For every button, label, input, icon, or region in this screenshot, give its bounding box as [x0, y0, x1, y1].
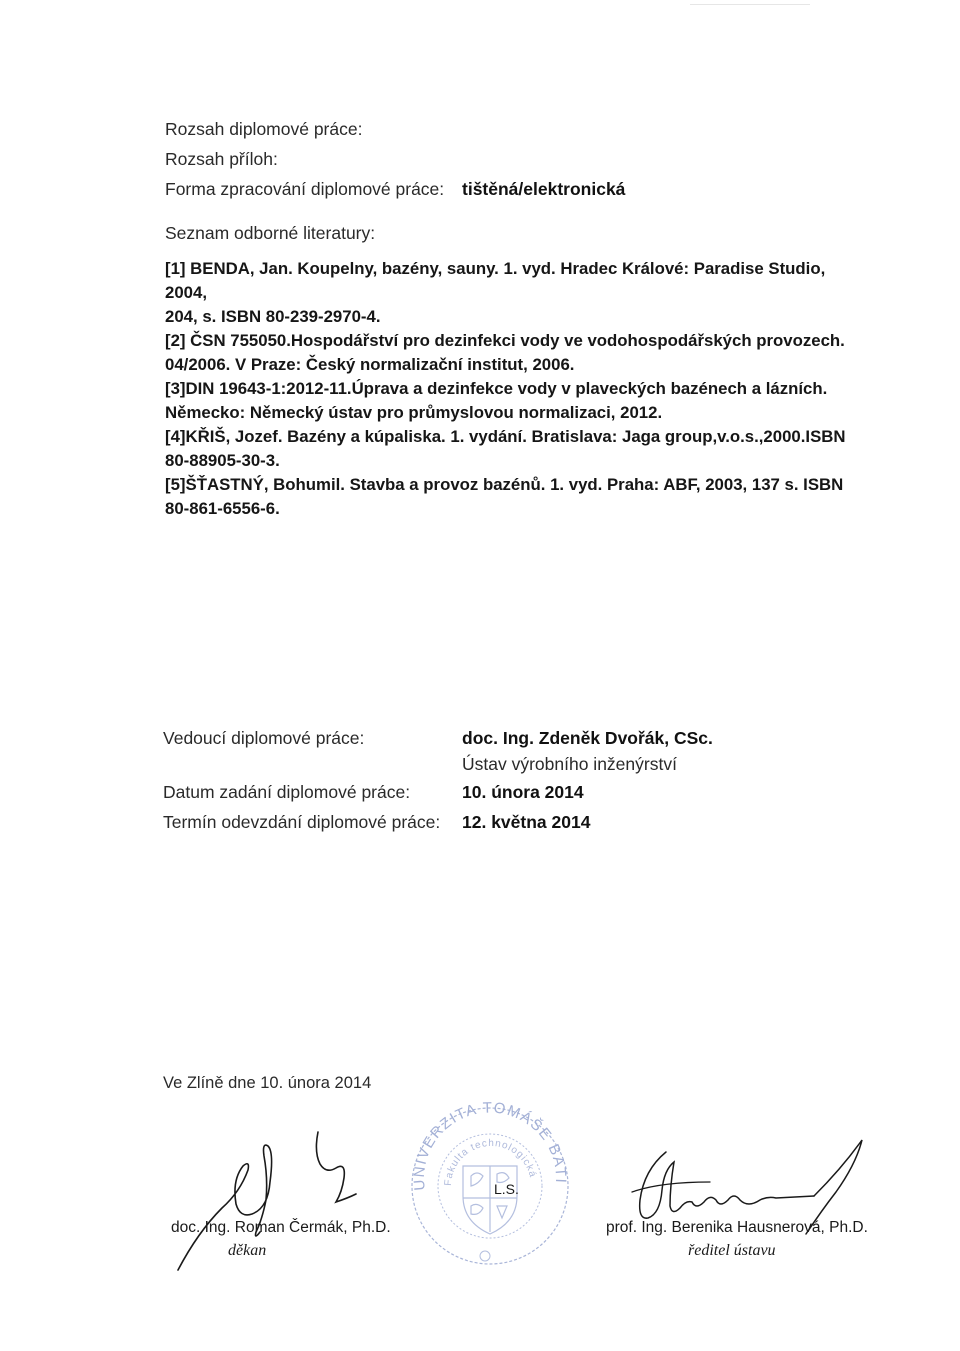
assigned-date-label: Datum zadání diplomové práce: — [163, 782, 411, 802]
form-label: Forma zpracování diplomové práce: — [165, 179, 445, 199]
reference-item: [5]ŠŤASTNÝ, Bohumil. Stavba a provoz bazénů. 1. vyd. Praha: ABF, 2003, 137 s. ISBN 80-861-6556-6. — [165, 475, 844, 518]
assigned-date-value: 10. února 2014 — [462, 782, 584, 802]
university-stamp — [396, 1085, 578, 1273]
stamp-inner-text: Fakulta technologická — [442, 1137, 539, 1187]
reference-item: [1] BENDA, Jan. Koupelny, bazény, sauny. 1. vyd. Hradec Králové: Paradise Studio, 2004, 204, s. ISBN 80-239-2970-4. — [165, 259, 826, 326]
supervisor-institute: Ústav výrobního inženýrství — [462, 754, 677, 774]
supervisor-label: Vedoucí diplomové práce: — [163, 728, 365, 748]
scan-edge-line — [690, 4, 810, 5]
coat-of-arms-icon — [463, 1166, 517, 1234]
supervisor-name: doc. Ing. Zdeněk Dvořák, CSc. — [462, 728, 713, 748]
reference-item: [3]DIN 19643-1:2012-11.Úprava a dezinfekce vody v plaveckých bazénech a lázních. Německo: Německý ústav pro průmyslovou normalizaci, 2012. — [165, 379, 828, 422]
form-value: tištěná/elektronická — [462, 179, 626, 199]
place-date: Ve Zlíně dne 10. února 2014 — [163, 1074, 372, 1092]
reference-item: [4]KŘIŠ, Jozef. Bazény a kúpaliska. 1. vydání. Bratislava: Jaga group,v.o.s.,2000.ISBN 80-88905-30-3. — [165, 427, 846, 470]
stamp-outer-text: UNIVERZITA TOMÁŠE BATI VE ZLÍNĚ — [396, 1085, 570, 1192]
due-date-label: Termín odevzdání diplomové práce: — [163, 812, 441, 832]
scope-thesis-label: Rozsah diplomové práce: — [165, 119, 363, 139]
scope-appendix-label: Rozsah příloh: — [165, 149, 278, 169]
literature-label: Seznam odborné literatury: — [165, 223, 376, 243]
stamp-label: L.S. — [494, 1181, 519, 1197]
dean-name: doc. Ing. Roman Čermák, Ph.D. — [171, 1219, 391, 1236]
reference-item: [2] ČSN 755050.Hospodářství pro dezinfekci vody ve vodohospodářských provozech. 04/2006. V Praze: Český normalizační institut, 2006. — [165, 331, 845, 374]
due-date-value: 12. května 2014 — [462, 812, 591, 832]
director-role: ředitel ústavu — [688, 1242, 776, 1259]
reference-list — [165, 257, 865, 521]
director-name: prof. Ing. Berenika Hausnerová, Ph.D. — [606, 1219, 868, 1236]
dean-role: děkan — [228, 1242, 267, 1259]
